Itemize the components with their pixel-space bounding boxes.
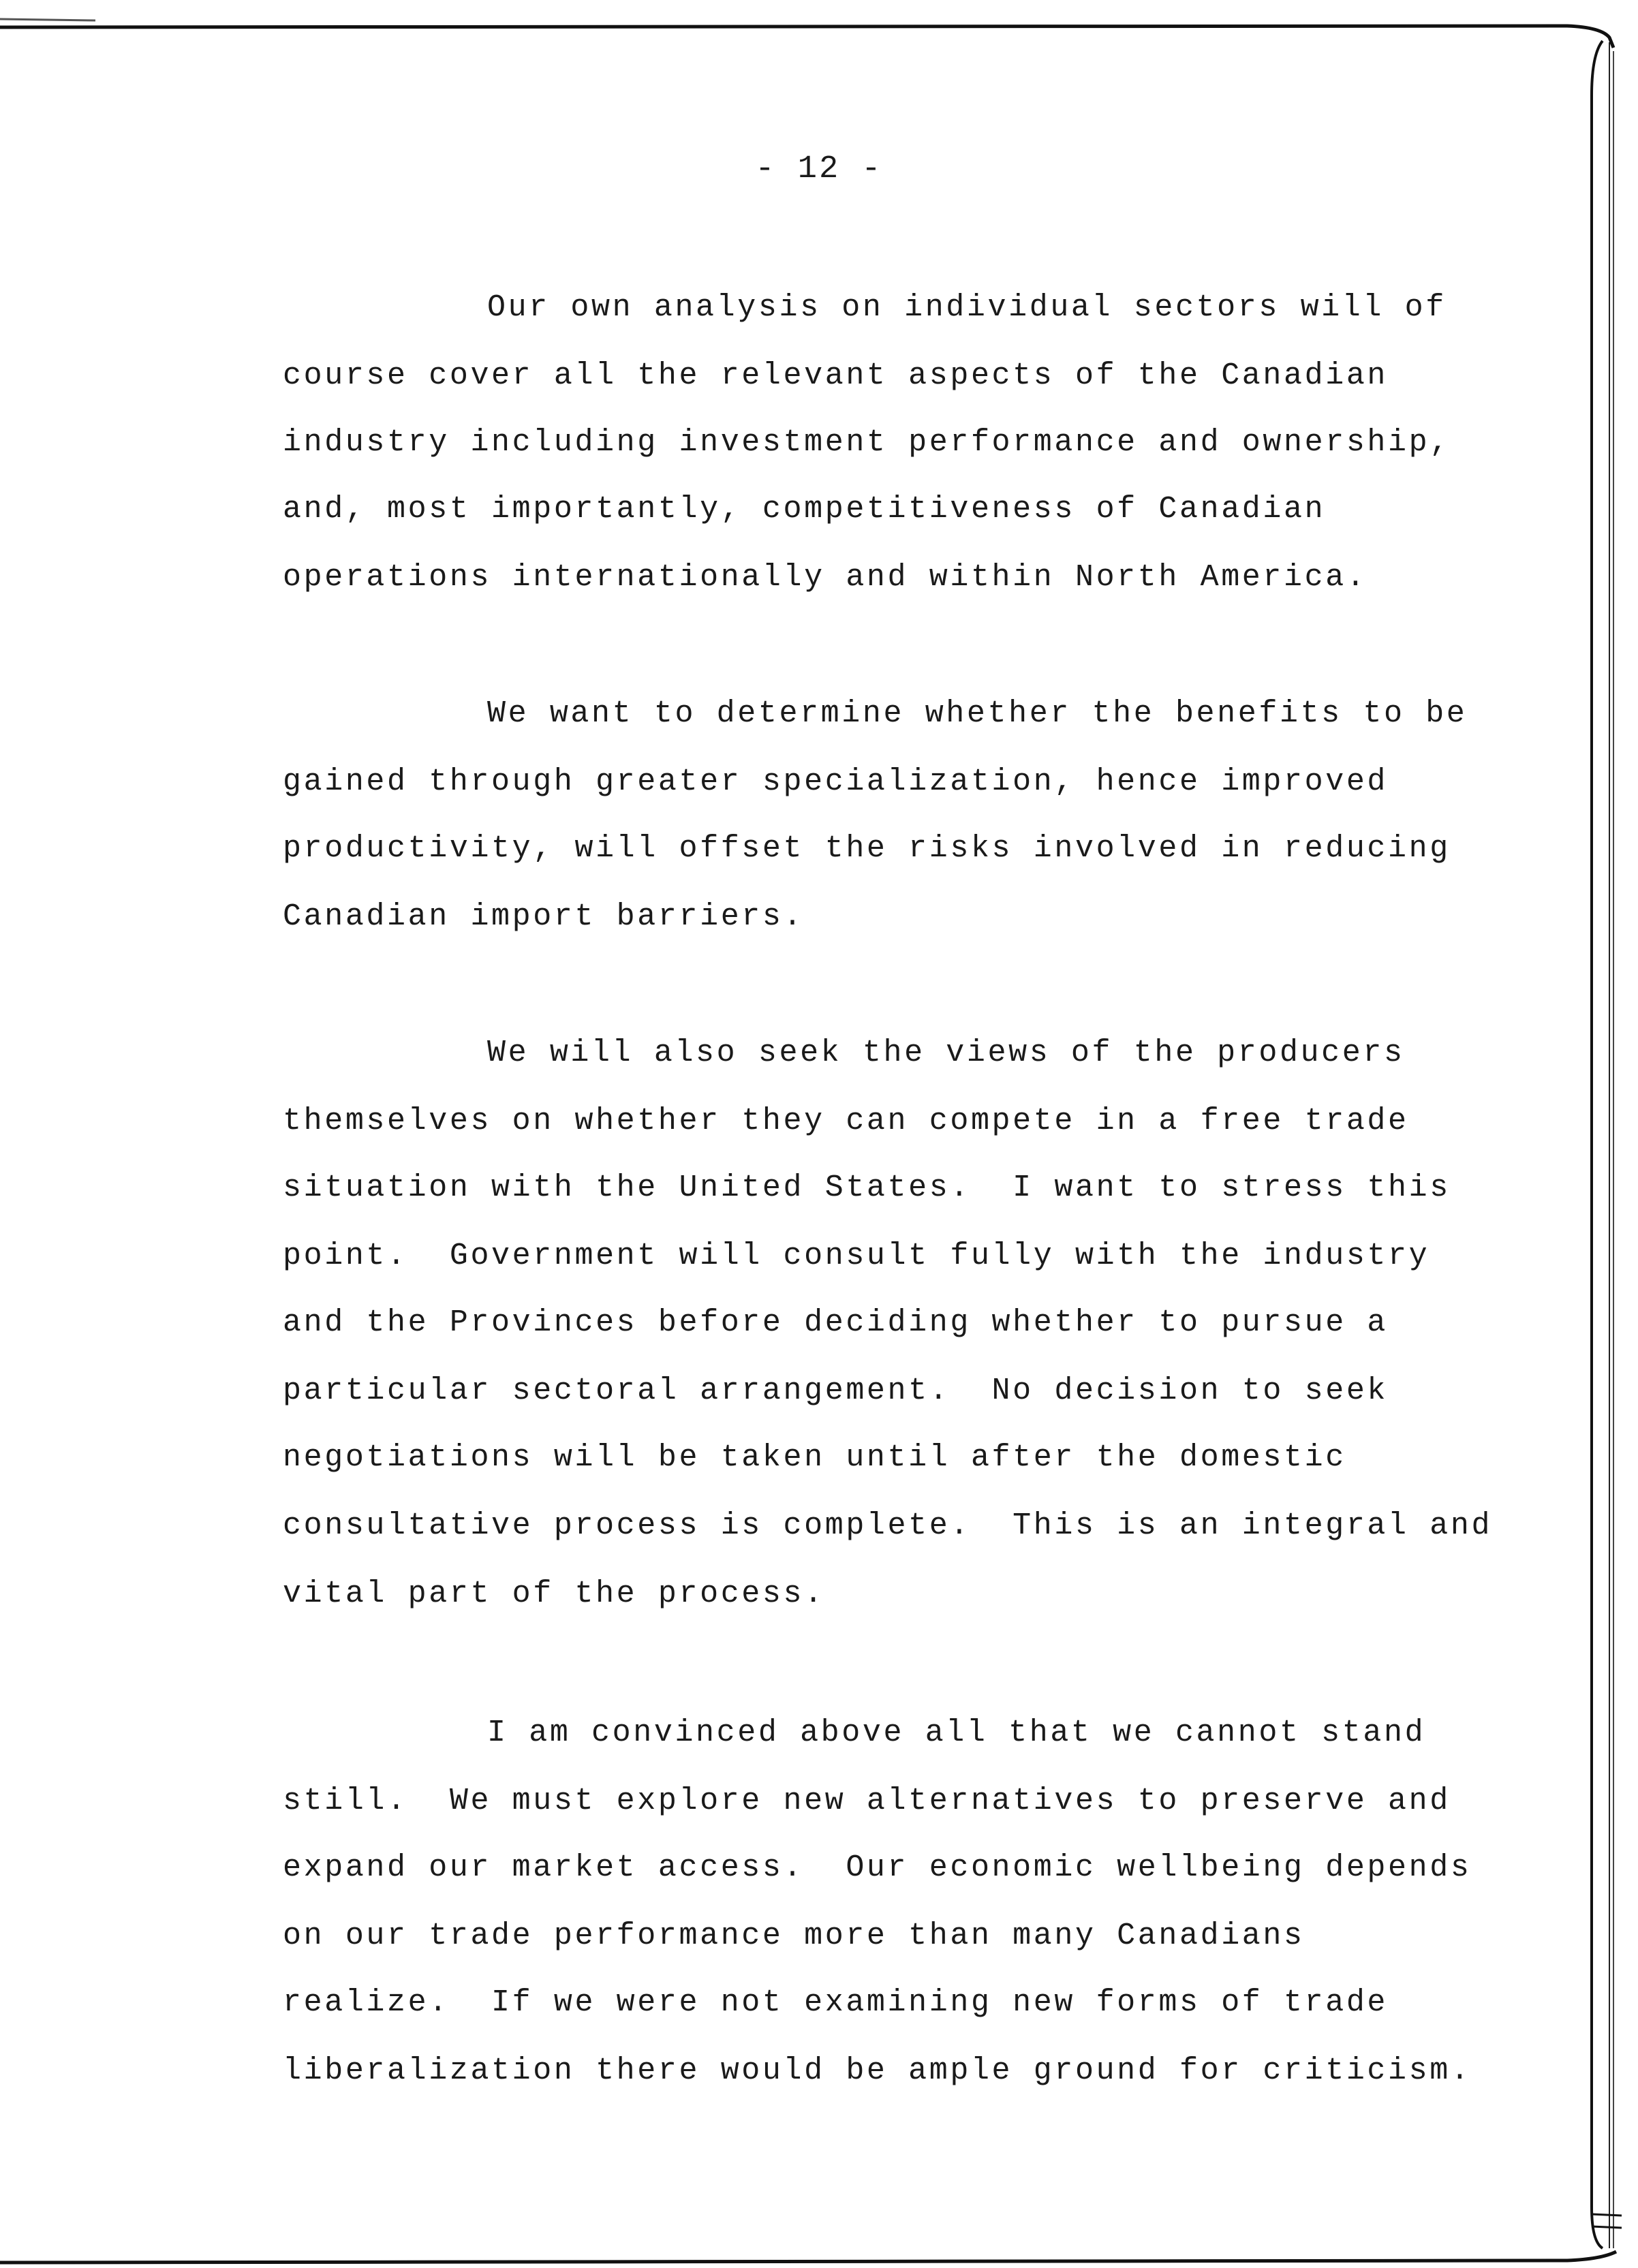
- text-line: point. Government will consult fully with the industry: [283, 1239, 1430, 1273]
- text-line: I am convinced above all that we cannot stand: [487, 1715, 1426, 1750]
- text-line: still. We must explore new alternatives to preserve and: [283, 1784, 1451, 1818]
- text-line: realize. If we were not examining new forms of trade: [283, 1985, 1389, 2020]
- text-line: particular sectoral arrangement. No decision to seek: [283, 1373, 1389, 1408]
- text-line: productivity, will offset the risks involved in reducing: [283, 831, 1451, 866]
- text-line: Our own analysis on individual sectors will of: [487, 290, 1447, 325]
- text-line: situation with the United States. I want to stress this: [283, 1170, 1451, 1205]
- text-line: course cover all the relevant aspects of the Canadian: [283, 358, 1389, 393]
- text-line: gained through greater specialization, hence improved: [283, 764, 1389, 799]
- text-line: vital part of the process.: [283, 1576, 825, 1611]
- text-line: We will also seek the views of the producers: [487, 1036, 1405, 1070]
- text-line: industry including investment performance and ownership,: [283, 425, 1451, 460]
- text-line: negotiations will be taken until after the domestic: [283, 1440, 1346, 1475]
- text-line: themselves on whether they can compete in a free trade: [283, 1104, 1409, 1138]
- text-line: consultative process is complete. This is an integral and: [283, 1508, 1493, 1543]
- text-line: expand our market access. Our economic wellbeing depends: [283, 1850, 1472, 1885]
- text-line: operations internationally and within North America.: [283, 560, 1367, 595]
- text-line: and, most importantly, competitiveness of Canadian: [283, 492, 1326, 527]
- text-line: liberalization there would be ample ground for criticism.: [283, 2053, 1472, 2088]
- text-line: on our trade performance more than many Canadians: [283, 1919, 1305, 1953]
- text-line: We want to determine whether the benefits to be: [487, 696, 1468, 731]
- text-line: Canadian import barriers.: [283, 899, 805, 934]
- page-number: - 12 -: [755, 151, 883, 187]
- text-line: and the Provinces before deciding whether to pursue a: [283, 1305, 1389, 1340]
